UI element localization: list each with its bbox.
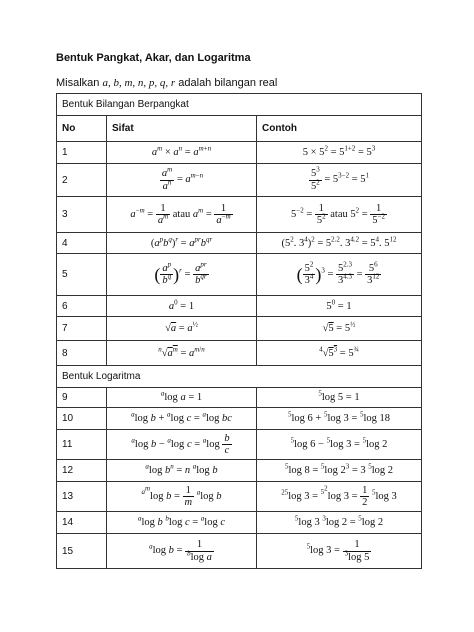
table-row: [57, 512, 422, 534]
row-number: 9: [57, 388, 107, 408]
header-no: No: [57, 116, 107, 142]
table-row: [57, 254, 422, 296]
row-number: 3: [57, 197, 107, 233]
example-formula: $^5$log 8 = $^5$log $2^3 = 3$ $^5$log 2: [257, 460, 422, 482]
table-row: [57, 408, 422, 430]
row-number: 12: [57, 460, 107, 482]
row-number: 6: [57, 296, 107, 317]
property-formula: ( $\frac{a^p}{b^q}$ )$^r$ = $\frac{a^{pr}}{b^{qr}}$: [107, 254, 257, 296]
row-number: 8: [57, 341, 107, 366]
row-number: 14: [57, 512, 107, 534]
example-formula: $^{25}$log 3 = $^{5^2}$log 3 = $\frac{1}{2}$ $^5$log 3: [257, 482, 422, 512]
row-number: 4: [57, 233, 107, 254]
property-formula: $(a^pb^q)^r = a^{pr}b^{qr}$: [107, 233, 257, 254]
formula-table: [56, 93, 422, 569]
example-formula: $^5$log 3 = $\frac{1}{^3\log 5}$: [257, 534, 422, 569]
header-row: [57, 116, 422, 142]
section-power-title: Bentuk Bilangan Berpangkat: [57, 94, 422, 116]
example-formula: ( $\frac{5^2}{3^4}$ )$^3$ = $\frac{5^{2.3}}{3^{4.3}}$ = $\frac{5^6}{3^{12}}$: [257, 254, 422, 296]
row-number: 1: [57, 142, 107, 164]
table-row: [57, 534, 422, 569]
property-formula: $^a$log b = $\frac{1}{^b\log a}$: [107, 534, 257, 569]
section-row-power: [57, 94, 422, 116]
example-formula: $5 \times 5^2 = 5^{1+2} = 5^3$: [257, 142, 422, 164]
property-formula: $a^m \times a^n = a^{m+n}$: [107, 142, 257, 164]
property-formula: $\frac{a^m}{a^n}$ = $a^{m-n}$: [107, 164, 257, 197]
example-formula: $^5$log 6 − $^5$log 3 = $^5$log 2: [257, 430, 422, 460]
example-formula: $√5 = 5^{\frac{1}{2}}$: [257, 317, 422, 341]
atau-word: atau: [172, 208, 191, 220]
row-number: 2: [57, 164, 107, 197]
table-row: [57, 388, 422, 408]
table-row: [57, 430, 422, 460]
table-row: [57, 317, 422, 341]
row-number: 13: [57, 482, 107, 512]
atau-word: atau: [330, 208, 348, 220]
table-row: [57, 460, 422, 482]
table-row: [57, 233, 422, 254]
intro-suffix: adalah bilangan real: [178, 77, 278, 89]
section-row-log: [57, 366, 422, 388]
document-title: Bentuk Pangkat, Akar, dan Logaritma: [56, 52, 251, 64]
table-row: [57, 296, 422, 317]
example-formula: $^5$log 3 $^3$log 2 = $^5$log 2: [257, 512, 422, 534]
example-formula: $5^{-2}$ = $\frac{1}{5^2}$ atau $5^2$ = $\frac{1}{5^{-2}}$: [257, 197, 422, 233]
example-formula: $^5$log 5 = 1: [257, 388, 422, 408]
table-row: [57, 341, 422, 366]
property-formula: $√a = a^{\frac{1}{2}}$: [107, 317, 257, 341]
table-row: [57, 142, 422, 164]
section-log-title: Bentuk Logaritma: [57, 366, 422, 388]
document-intro: [56, 77, 277, 89]
example-formula: $^4√5^3 = 5^{\frac{3}{4}}$: [257, 341, 422, 366]
table-row: [57, 482, 422, 512]
intro-variables: a, b, m, n, p, q, r: [102, 77, 176, 89]
property-formula: $^{a^m}$log b = $\frac{1}{m}$ $^a$log b: [107, 482, 257, 512]
row-number: 15: [57, 534, 107, 569]
header-example: Contoh: [257, 116, 422, 142]
example-formula: $\frac{5^3}{5^2}$ = $5^{3-2} = 5^1$: [257, 164, 422, 197]
header-property: Sifat: [107, 116, 257, 142]
row-number: 11: [57, 430, 107, 460]
property-formula: $^a$log b − $^a$log c = $^a$log $\frac{b}{c}$: [107, 430, 257, 460]
row-number: 10: [57, 408, 107, 430]
example-formula: ($5^2$. $3^4)^2 = 5^{2.2}$. $3^{4.2} = 5^4$. $5^{12}$: [257, 233, 422, 254]
property-formula: $^a$log a = 1: [107, 388, 257, 408]
example-formula: $5^0 = 1$: [257, 296, 422, 317]
property-formula: $^n√a^m = a^{m/n}$: [107, 341, 257, 366]
row-number: 7: [57, 317, 107, 341]
intro-prefix: Misalkan: [56, 77, 100, 89]
example-formula: $^5$log 6 + $^5$log 3 = $^5$log 18: [257, 408, 422, 430]
property-formula: $^a$log $b^n = n$ $^a$log b: [107, 460, 257, 482]
property-formula: $a^{-m}$ = $\frac{1}{a^m}$ atau $a^m$ = $\frac{1}{a^{-m}}$: [107, 197, 257, 233]
table-row: [57, 197, 422, 233]
property-formula: $a^0 = 1$: [107, 296, 257, 317]
table-row: [57, 164, 422, 197]
property-formula: $^a$log b $^b$log c = $^a$log c: [107, 512, 257, 534]
row-number: 5: [57, 254, 107, 296]
property-formula: $^a$log b + $^a$log c = $^a$log bc: [107, 408, 257, 430]
